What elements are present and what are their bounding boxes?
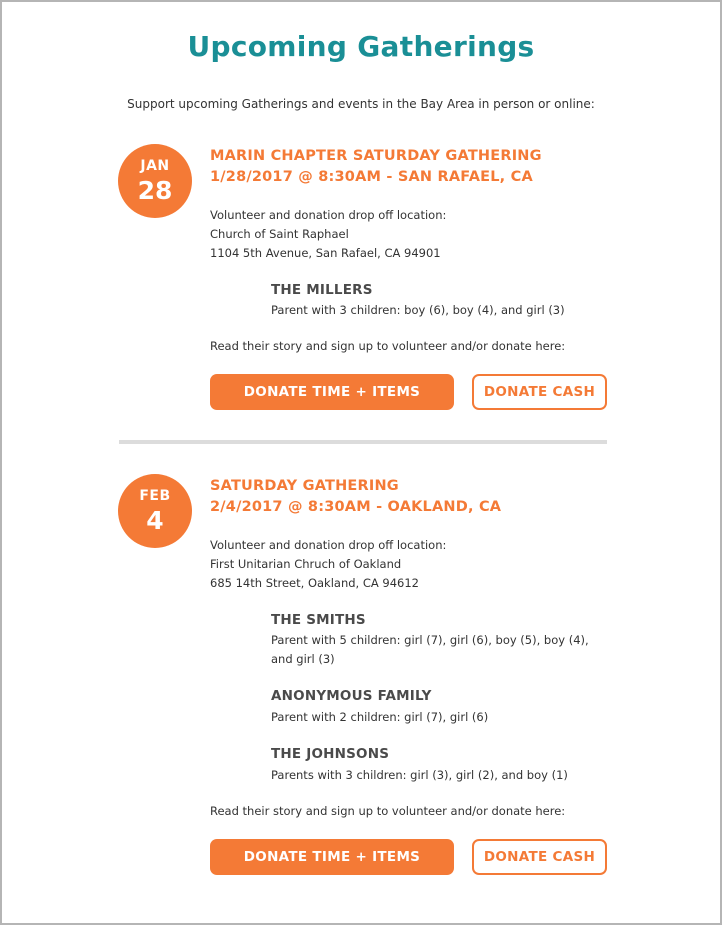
family-name: ANONYMOUS FAMILY [271, 688, 432, 704]
location-address: 685 14th Street, Oakland, CA 94612 [210, 576, 419, 590]
date-badge [118, 144, 192, 218]
date-month: JAN [140, 158, 170, 174]
location-name: First Unitarian Chruch of Oakland [210, 557, 402, 571]
date-month: FEB [139, 488, 171, 504]
event-date-location: 1/28/2017 @ 8:30AM - SAN RAFAEL, CA [210, 169, 533, 185]
location-name: Church of Saint Raphael [210, 227, 349, 241]
event-title: SATURDAY GATHERING [210, 478, 399, 494]
page-title: Upcoming Gatherings [187, 30, 535, 63]
read-more-text: Read their story and sign up to volunteer and/or donate here: [210, 804, 566, 818]
event-title: MARIN CHAPTER SATURDAY GATHERING [210, 148, 542, 164]
location-address: 1104 5th Avenue, San Rafael, CA 94901 [210, 246, 441, 260]
date-badge [118, 474, 192, 548]
date-day: 4 [146, 506, 164, 535]
family-name: THE MILLERS [271, 282, 373, 298]
date-day: 28 [137, 176, 173, 205]
donate-cash-button[interactable]: DONATE CASH [472, 839, 607, 875]
event-date-location: 2/4/2017 @ 8:30AM - OAKLAND, CA [210, 499, 502, 515]
family-name: THE JOHNSONS [271, 746, 390, 762]
donate-time-items-button[interactable]: DONATE TIME + ITEMS [210, 374, 454, 410]
family-description: Parents with 3 children: girl (3), girl (2), and boy (1) [271, 768, 568, 782]
donate-time-items-button[interactable]: DONATE TIME + ITEMS [210, 839, 454, 875]
section-divider [119, 440, 607, 444]
location-label: Volunteer and donation drop off location: [210, 538, 447, 552]
family-description: Parent with 2 children: girl (7), girl (6) [271, 710, 489, 724]
intro-text: Support upcoming Gatherings and events in the Bay Area in person or online: [127, 97, 595, 111]
donate-cash-button[interactable]: DONATE CASH [472, 374, 607, 410]
read-more-text: Read their story and sign up to volunteer and/or donate here: [210, 339, 566, 353]
family-name: THE SMITHS [271, 612, 366, 628]
family-description: Parent with 3 children: boy (6), boy (4), and girl (3) [271, 303, 565, 317]
location-label: Volunteer and donation drop off location: [210, 208, 447, 222]
family-description: Parent with 5 children: girl (7), girl (6), boy (5), boy (4), and girl (3) [271, 633, 589, 666]
